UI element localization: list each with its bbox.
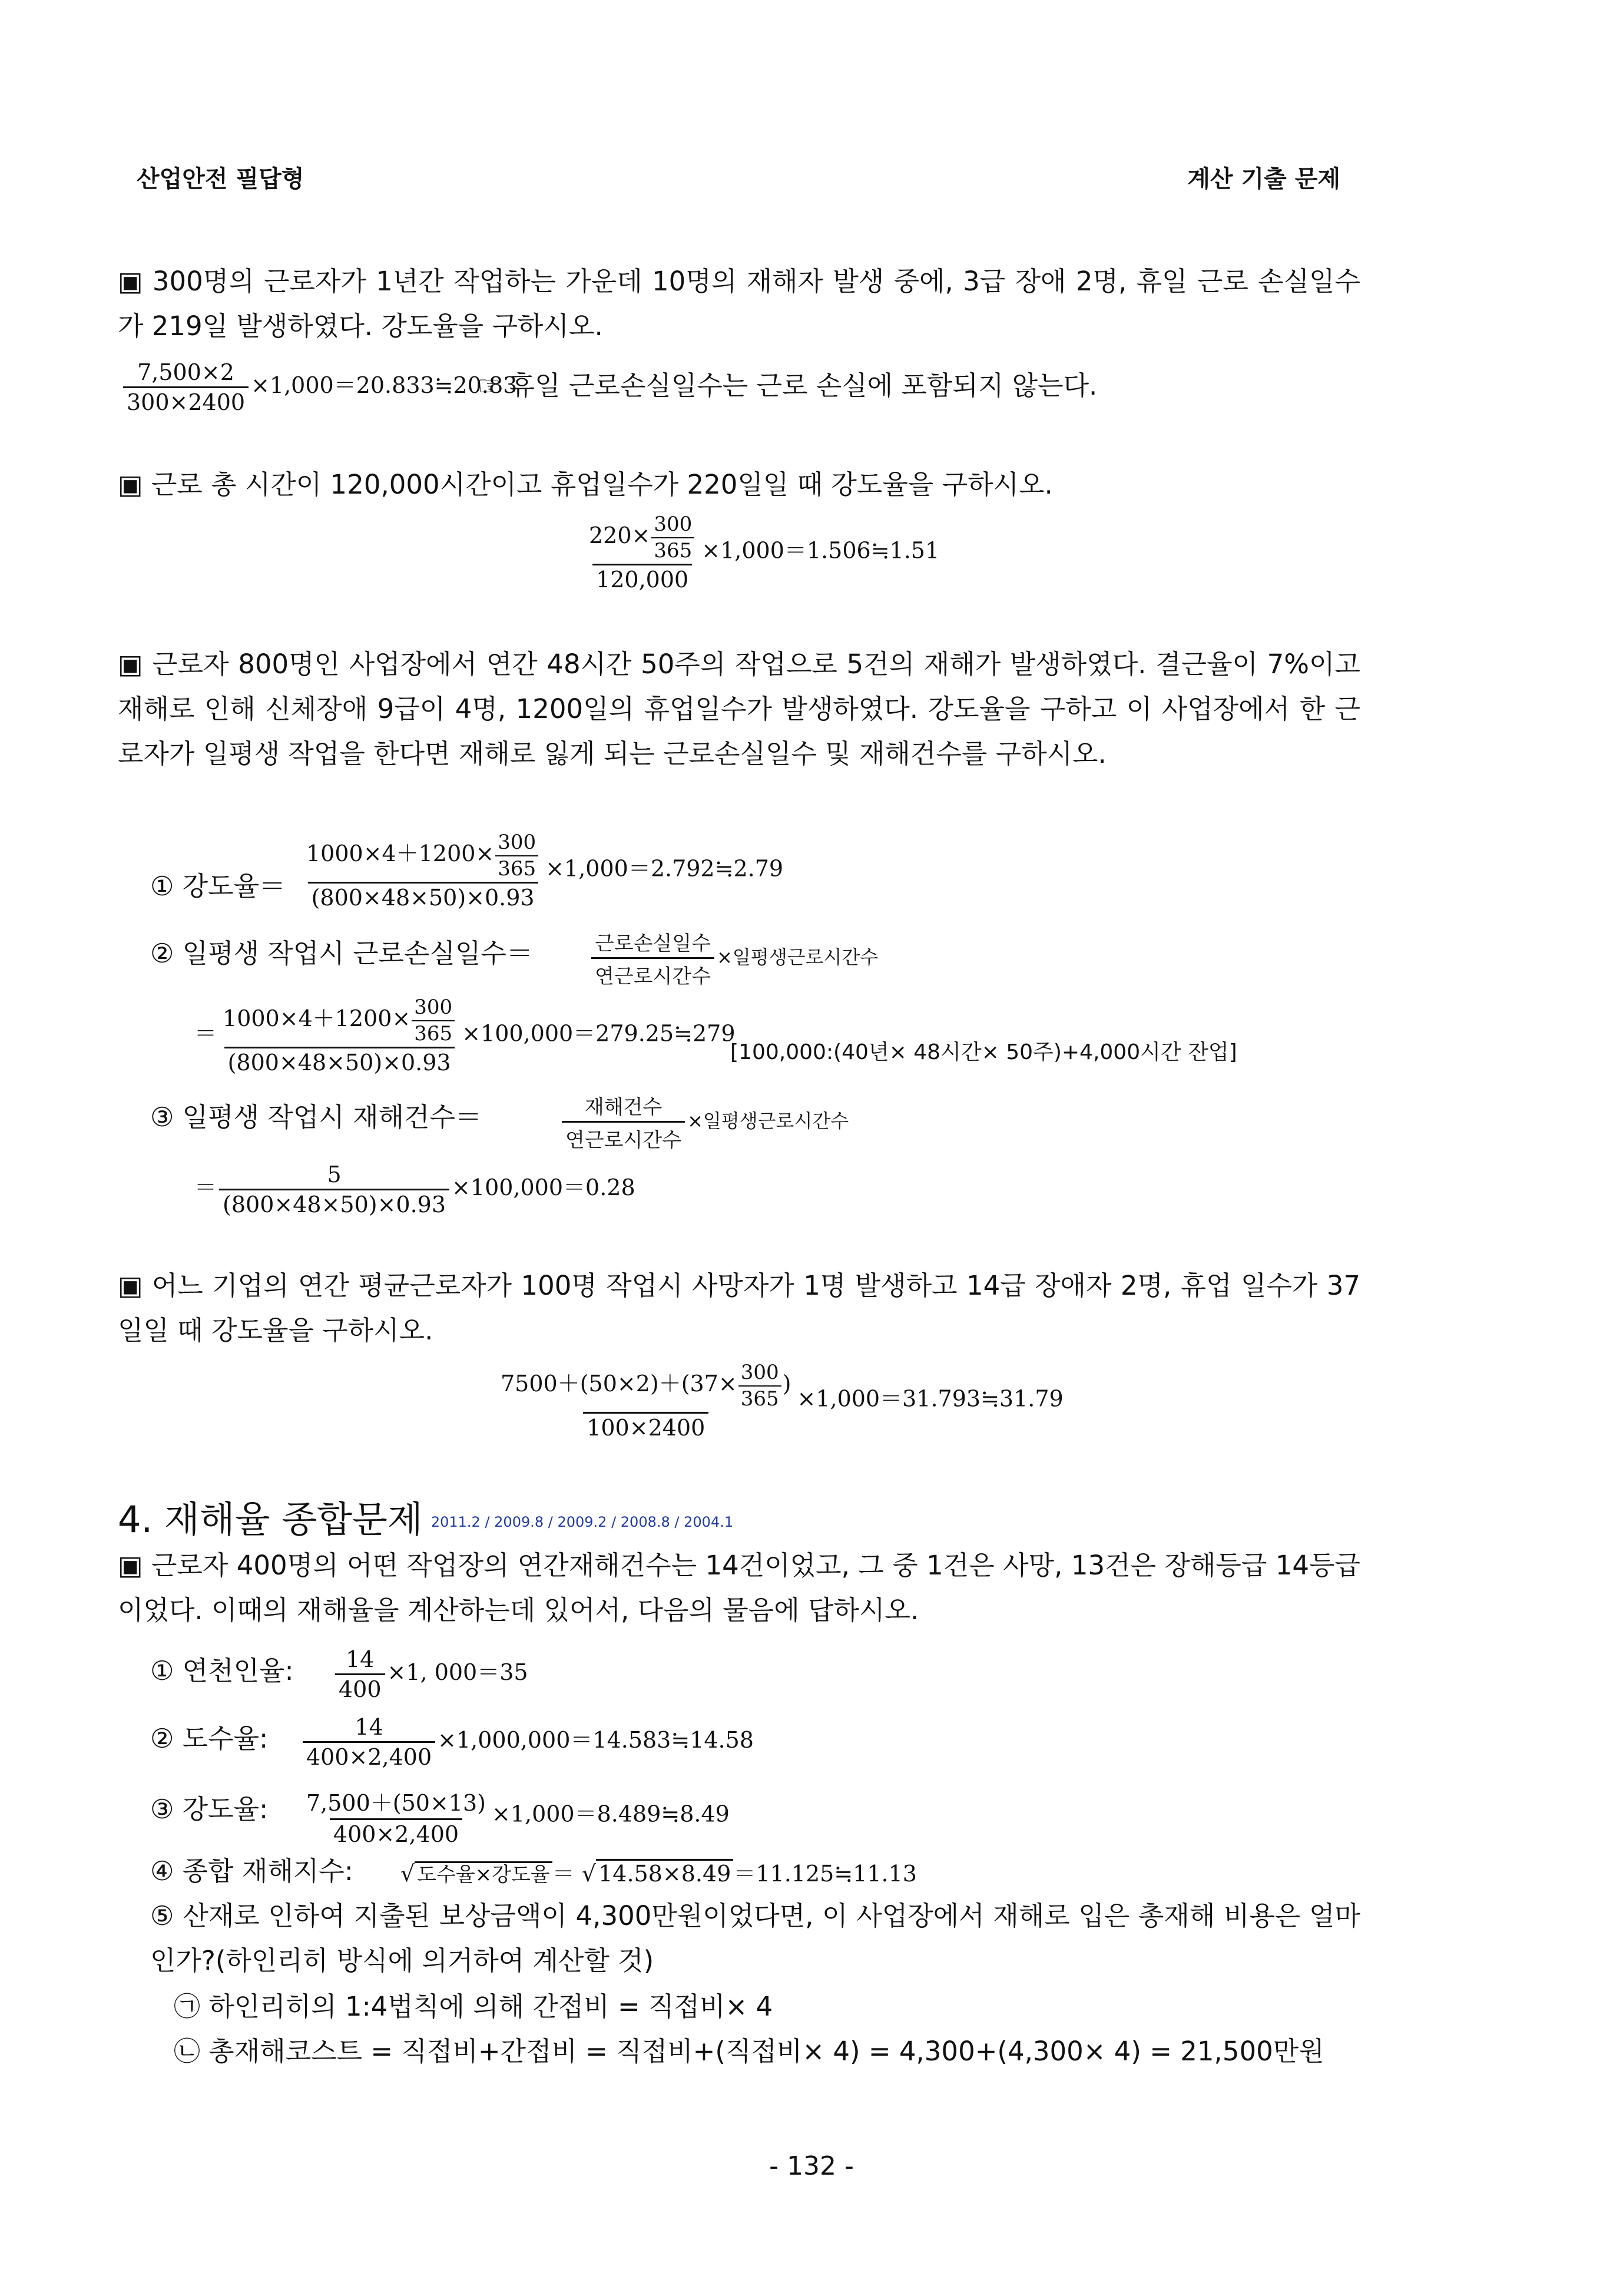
- problem-3-item-2-definition: $\frac{\text{근로손실일수}}{\text{연근로시간수}}$ ×일평생근로시간수: [589, 927, 878, 989]
- problem-5-item-2-label: ② 도수율:: [150, 1723, 269, 1754]
- fraction: $\frac{\text{재해건수}}{\text{연근로시간수}}$: [562, 1091, 685, 1153]
- fraction: 220× $\frac{300}{365}$ 120,000: [585, 512, 699, 593]
- fraction: $\frac{5}{(800\times 48\times 50)\times 0.93}$: [219, 1162, 449, 1218]
- fraction: $\frac{14}{400\times 2,400}$: [303, 1714, 435, 1770]
- fraction: 1000×4＋1200× $\frac{300}{365}$ (800×48×50)×0.93: [219, 995, 459, 1076]
- page-number: - 132 -: [769, 2151, 854, 2181]
- problem-5-item-4-formula: √ 도수율×강도율 ＝ √ 14.58×8.49 ＝11.125≒11.13: [400, 1855, 917, 1888]
- problem-5-item-5-text: ⑤ 산재로 인하여 지출된 보상금액이 4,300만원이었다면, 이 사업장에서 재해로 입은 총재해 비용은 얼마인가?(하인리히 방식에 의거하여 계산할 것): [150, 1900, 1360, 1976]
- sqrt-sign: √: [581, 1861, 597, 1887]
- fraction: $\frac{\text{근로손실일수}}{\text{연근로시간수}}$: [591, 927, 714, 989]
- problem-3-text: ▣ 근로자 800명인 사업장에서 연간 48시간 50주의 작업으로 5건의 재해가 발생하였다. 결근율이 7%이고 재해로 인해 신체장애 9급이 4명, 1200일의 휴업일수가 발생하였다. 강도율을 구하고 이 사업장에서 한 근로자가 일평생 작업을 한다면 재해로 잃게 되는 근로손실일수 및 재해건수를 구하시오.: [118, 649, 1360, 769]
- problem-2-formula: 220× $\frac{300}{365}$ 120,000 ×1,000＝1.506≒1.51: [583, 512, 939, 593]
- fraction: 7500＋(50×2)＋(37× $\frac{300}{365}$ ) 100×2400: [501, 1361, 791, 1441]
- fraction: $\frac{7,500+(50\times 13)}{400\times 2,400}$: [306, 1790, 486, 1847]
- problem-2-text: ▣ 근로 총 시간이 120,000시간이고 휴업일수가 220일일 때 강도율을 구하시오.: [118, 469, 1053, 500]
- problem-3-item-2-label: ② 일평생 작업시 근로손실일수＝: [150, 938, 533, 969]
- problem-5-item-5-step-a: ㉠ 하인리히의 1:4법칙에 의해 간접비 = 직접비× 4: [174, 1991, 773, 2022]
- sqrt-sign: √: [400, 1861, 415, 1887]
- section-heading: [118, 1490, 733, 1543]
- header-right: 계산 기출 문제: [1187, 166, 1340, 193]
- problem-5-item-4-label: ④ 종합 재해지수:: [150, 1855, 353, 1887]
- problem-3-item-2-note: [100,000:(40년× 48시간× 50주)+4,000시간 잔업]: [730, 1040, 1237, 1064]
- problem-3-item-3-formula: ＝ $\frac{5}{(800\times 48\times 50)\times 0.93}$ ×100,000＝0.28: [194, 1162, 635, 1218]
- problem-1-formula: $\frac{7,500\times 2}{300\times 2400}$ ×1,000＝20.833≒20.83: [121, 359, 517, 415]
- problem-5-item-3-label: ③ 강도율:: [150, 1794, 269, 1825]
- fraction: 1000×4＋1200× $\frac{300}{365}$ (800×48×50)×0.93: [303, 831, 543, 911]
- problem-1-text: ▣ 300명의 근로자가 1년간 작업하는 가운데 10명의 재해자 발생 중에, 3급 장애 2명, 휴일 근로 손실일수가 219일 발생하였다. 강도율을 구하시오.: [118, 266, 1360, 342]
- problem-4-formula: 7500＋(50×2)＋(37× $\frac{300}{365}$ ) 100×2400 ×1,000＝31.793≒31.79: [495, 1361, 1064, 1441]
- problem-3-item-1-label: ① 강도율＝: [150, 871, 286, 902]
- problem-3-item-3-label: ③ 일평생 작업시 재해건수＝: [150, 1101, 482, 1133]
- header-left: 산업안전 필답형: [137, 166, 304, 193]
- problem-5-item-2-formula: $\frac{14}{400\times 2,400}$ ×1,000,000＝14.583≒14.58: [300, 1714, 754, 1770]
- section-title: 4. 재해율 종합문제: [118, 1498, 423, 1541]
- problem-3-item-1-formula: 1000×4＋1200× $\frac{300}{365}$ (800×48×50)×0.93 ×1,000＝2.792≒2.79: [300, 831, 783, 911]
- problem-3-item-2-formula: ＝ 1000×4＋1200× $\frac{300}{365}$ (800×48×50)×0.93 ×100,000＝279.25≒279: [194, 995, 736, 1076]
- problem-5-item-5-step-b: ㉡ 총재해코스트 = 직접비+간접비 = 직접비+(직접비× 4) = 4,300+(4,300× 4) = 21,500만원: [174, 2036, 1324, 2067]
- problem-5-item-3-formula: $\frac{7,500+(50\times 13)}{400\times 2,400}$ ×1,000＝8.489≒8.49: [300, 1785, 730, 1847]
- problem-1-note: ☞ 휴일 근로손실일수는 근로 손실에 포함되지 않는다.: [477, 370, 1098, 401]
- problem-5-text: ▣ 근로자 400명의 어떤 작업장의 연간재해건수는 14건이었고, 그 중 1건은 사망, 13건은 장해등급 14등급이었다. 이때의 재해율을 계산하는데 있어서, 다음의 물음에 답하시오.: [118, 1550, 1360, 1626]
- fraction: $\frac{7,500\times 2}{300\times 2400}$: [123, 359, 249, 415]
- fraction: $\frac{14}{400}$: [335, 1646, 385, 1702]
- problem-5-item-1-label: ① 연천인율:: [150, 1655, 294, 1686]
- section-exam-dates: 2011.2 / 2009.8 / 2009.2 / 2008.8 / 2004.1: [430, 1513, 734, 1530]
- problem-4-text: ▣ 어느 기업의 연간 평균근로자가 100명 작업시 사망자가 1명 발생하고 14급 장애자 2명, 휴업 일수가 37일일 때 강도율을 구하시오.: [118, 1270, 1360, 1346]
- problem-3-item-3-definition: $\frac{\text{재해건수}}{\text{연근로시간수}}$ ×일평생근로시간수: [559, 1091, 849, 1153]
- problem-5-item-1-formula: $\frac{14}{400}$ ×1, 000＝35: [333, 1646, 528, 1702]
